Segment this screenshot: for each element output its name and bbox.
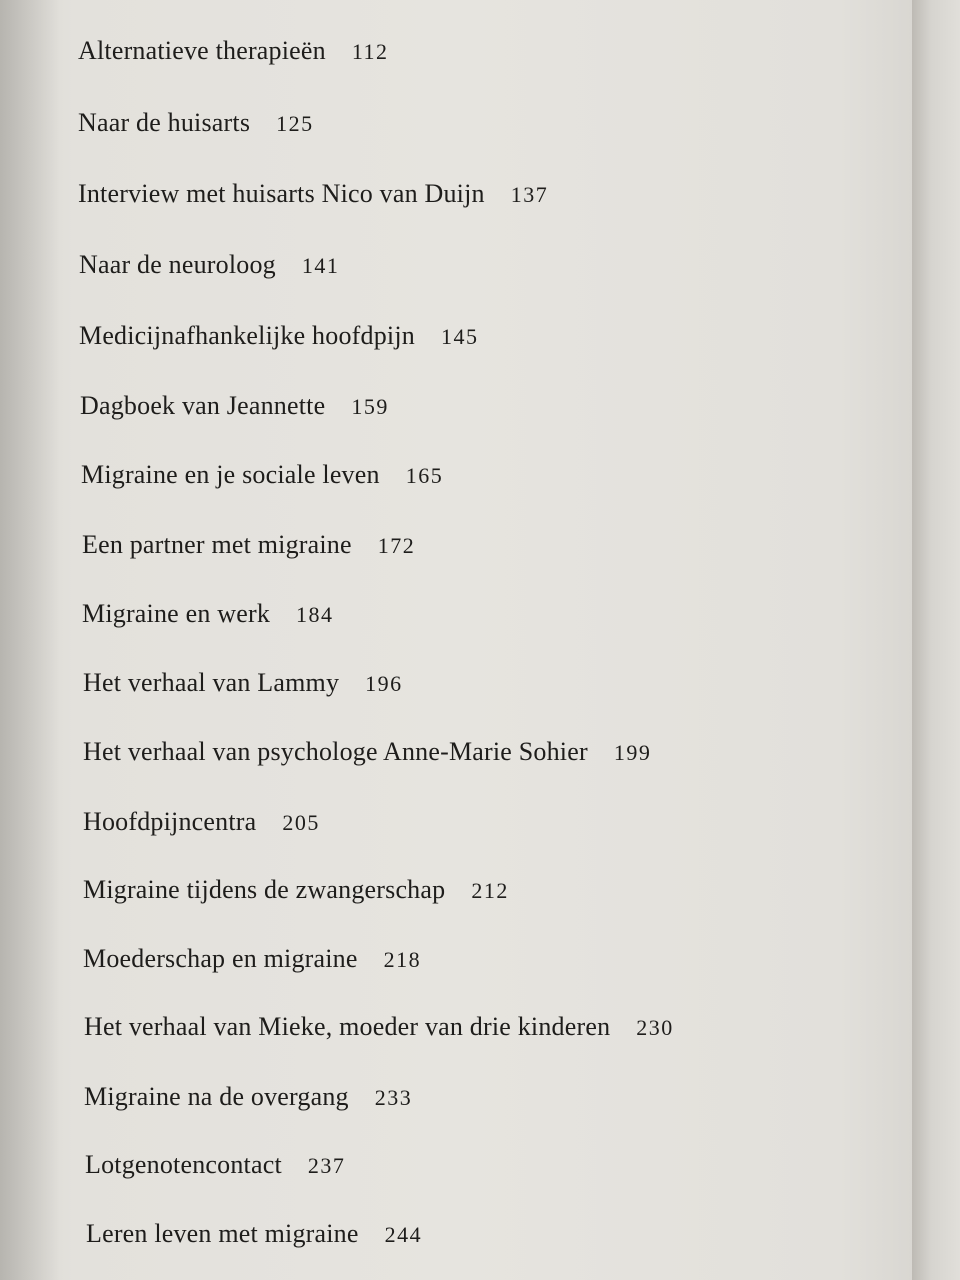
- toc-entry-title: Migraine en je sociale leven: [81, 460, 380, 489]
- toc-entry-page: 218: [383, 947, 422, 972]
- toc-entry: [78, 36, 389, 66]
- toc-entry: [84, 1082, 412, 1112]
- toc-entry-page: 196: [365, 671, 403, 696]
- toc-entry: [80, 391, 389, 421]
- toc-entry: [79, 250, 339, 280]
- toc-entry: [83, 807, 320, 837]
- toc-entry-page: 212: [471, 878, 509, 903]
- toc-entry: [83, 875, 509, 905]
- toc-entry-title: Moederschap en migraine: [83, 944, 358, 973]
- toc-entry: [84, 1012, 674, 1042]
- toc-entry: [86, 1219, 422, 1249]
- toc-entry-page: 230: [636, 1015, 674, 1040]
- toc-entry-page: 141: [301, 253, 340, 278]
- toc-entry-title: Migraine tijdens de zwangerschap: [83, 875, 446, 904]
- toc-entry-page: 159: [351, 394, 389, 419]
- toc-entry: [79, 321, 478, 351]
- toc-entry: [85, 1150, 345, 1180]
- toc-entry-title: Naar de neuroloog: [79, 250, 276, 279]
- toc-entry-title: Lotgenotencontact: [85, 1150, 282, 1179]
- toc-entry-title: Dagboek van Jeannette: [80, 391, 326, 420]
- toc-entry-title: Het verhaal van psychologe Anne-Marie Sohier: [83, 737, 588, 766]
- toc-entry: [82, 599, 334, 629]
- next-page-edge: [912, 0, 960, 1280]
- toc-entry-title: Een partner met migraine: [82, 530, 352, 559]
- toc-entry-title: Naar de huisarts: [78, 108, 251, 137]
- toc-entry-page: 172: [377, 533, 416, 558]
- toc-entry-page: 125: [276, 111, 314, 136]
- toc-entry-title: Alternatieve therapieën: [78, 36, 326, 65]
- toc-entry-title: Migraine en werk: [82, 599, 271, 628]
- toc-entry: [81, 460, 443, 490]
- toc-entry-title: Migraine na de overgang: [84, 1082, 349, 1111]
- toc-entry: [83, 668, 403, 698]
- toc-entry-page: 145: [440, 324, 479, 349]
- toc-entry-page: 199: [613, 740, 652, 765]
- toc-entry-title: Interview met huisarts Nico van Duijn: [78, 179, 485, 208]
- toc-entry-title: Medicijnafhankelijke hoofdpijn: [79, 321, 415, 350]
- toc-entry-page: 184: [296, 602, 334, 627]
- toc-entry-page: 112: [351, 39, 389, 64]
- toc-entry-page: 137: [510, 182, 549, 207]
- toc-entry: [83, 944, 421, 974]
- toc-entry-page: 244: [384, 1222, 423, 1247]
- toc-entry-title: Het verhaal van Lammy: [83, 668, 340, 697]
- toc-entry-page: 205: [282, 810, 320, 835]
- toc-entry-page: 165: [405, 463, 444, 488]
- toc-entry-page: 237: [307, 1153, 346, 1178]
- toc-entry-page: 233: [374, 1085, 413, 1110]
- toc-entry: [78, 108, 314, 138]
- toc-entry: [83, 737, 651, 767]
- toc-entry-title: Het verhaal van Mieke, moeder van drie kinderen: [84, 1012, 611, 1041]
- toc-entry: [78, 179, 548, 209]
- toc-entry-title: Hoofdpijncentra: [83, 807, 257, 836]
- toc-entry: [82, 530, 415, 560]
- toc-entry-title: Leren leven met migraine: [86, 1219, 359, 1248]
